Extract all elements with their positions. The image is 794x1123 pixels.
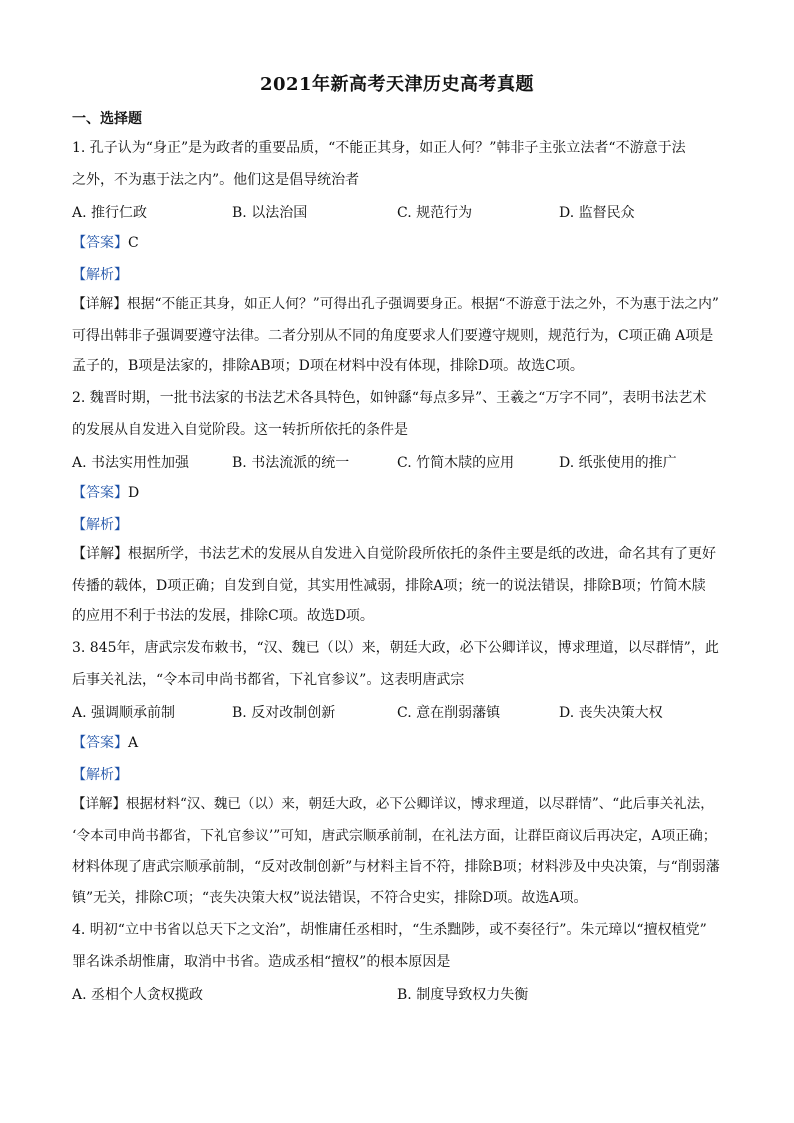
q1-option-b: B. 以法治国 — [232, 205, 308, 221]
q1-detail-line-2: 可得出韩非子强调要遵守法律。二者分别从不同的角度要求人们要遵守规则，规范行为，C项正确 A项是 — [72, 328, 714, 344]
q1-option-c: C. 规范行为 — [397, 205, 473, 221]
q2-options — [72, 452, 722, 472]
q2-detail-line-1: 【详解】根据所学，书法艺术的发展从自发进入自觉阶段所依托的条件主要是纸的改进，命名其有了更好 — [72, 546, 716, 562]
q3-option-a: A. 强调顺承前制 — [72, 705, 176, 721]
q3-detail-line-3: 材料体现了唐武宗顺承前制，“反对改制创新”与材料主旨不符，排除B项；材料涉及中央决策，与“削弱藩 — [72, 859, 720, 875]
q2-answer-tag: 【答案】 — [72, 485, 128, 501]
q1-answer-tag: 【答案】 — [72, 235, 128, 251]
q2-stem-line-1: 2. 魏晋时期，一批书法家的书法艺术各具特色，如钟繇“每点多异”、王羲之“万字不同”，表明书法艺术 — [72, 390, 707, 406]
q3-stem-line-2: 后事关礼法，“令本司申尚书都省，下礼官参议”。这表明唐武宗 — [72, 672, 465, 688]
q1-answer — [72, 232, 139, 252]
q3-detail-line-4: 镇”无关，排除C项；“丧失决策大权”说法错误，不符合史实，排除D项。故选A项。 — [72, 890, 588, 906]
q2-option-a: A. 书法实用性加强 — [72, 455, 190, 471]
q2-answer — [72, 482, 139, 502]
q3-answer-value: A — [128, 735, 139, 751]
q1-detail-line-3: 孟子的，B项是法家的，排除AB项；D项在材料中没有体现，排除D项。故选C项。 — [72, 358, 584, 374]
q1-answer-value: C — [128, 235, 139, 251]
q4-stem-line-2: 罪名诛杀胡惟庸，取消中书省。造成丞相“擅权”的根本原因是 — [72, 954, 451, 970]
q3-answer — [72, 732, 138, 752]
q2-option-d: D. 纸张使用的推广 — [559, 455, 677, 471]
q1-option-a: A. 推行仁政 — [72, 205, 148, 221]
q2-option-b: B. 书法流派的统一 — [232, 455, 350, 471]
q2-stem-line-2: 的发展从自发进入自觉阶段。这一转折所依托的条件是 — [72, 422, 408, 438]
q1-stem-line-1: 1. 孔子认为“身正”是为政者的重要品质，“不能正其身，如正人何？”韩非子主张立法者“不游意于法 — [72, 140, 686, 156]
q3-stem-line-1: 3. 845年，唐武宗发布敕书，“汉、魏已（以）来，朝廷大政，必下公卿详议，博求理道，以尽群情”，此 — [72, 640, 719, 656]
q3-options — [72, 702, 722, 722]
q2-answer-value: D — [128, 485, 140, 501]
q4-option-b: B. 制度导致权力失衡 — [397, 987, 529, 1003]
q3-option-d: D. 丧失决策大权 — [559, 705, 663, 721]
q3-analysis-tag: 【解析】 — [72, 767, 128, 783]
q1-stem-line-2: 之外，不为惠于法之内”。他们这是倡导统治者 — [72, 172, 360, 188]
q3-detail-line-1: 【详解】根据材料“汉、魏已（以）来，朝廷大政，必下公卿详议，博求理道，以尽群情”、“此后事关礼法， — [72, 796, 714, 812]
q1-detail-line-1: 【详解】根据“不能正其身，如正人何？”可得出孔子强调要身正。根据“不游意于法之外，不为惠于法之内” — [72, 296, 719, 312]
q2-option-c: C. 竹简木牍的应用 — [397, 455, 515, 471]
q4-option-a: A. 丞相个人贪权揽政 — [72, 987, 204, 1003]
q2-analysis-tag: 【解析】 — [72, 517, 128, 533]
q3-detail-line-2: ‘令本司申尚书都省，下礼官参议’”可知，唐武宗顺承前制，在礼法方面，让群臣商议后再决定，A项正确； — [72, 828, 717, 844]
q1-options — [72, 202, 722, 222]
q3-answer-tag: 【答案】 — [72, 735, 128, 751]
q1-analysis-tag: 【解析】 — [72, 267, 128, 283]
q2-detail-line-2: 传播的载体，D项正确；自发到自觉，其实用性减弱，排除A项；统一的说法错误，排除B项；竹简木牍 — [72, 578, 706, 594]
page-title: 2021年新高考天津历史高考真题 — [259, 74, 535, 95]
q2-detail-line-3: 的应用不利于书法的发展，排除C项。故选D项。 — [72, 608, 374, 624]
q3-option-b: B. 反对改制创新 — [232, 705, 336, 721]
q4-stem-line-1: 4. 明初“立中书省以总天下之文治”，胡惟庸任丞相时，“生杀黜陟，或不奏径行”。朱元璋以“擅权植党” — [72, 922, 707, 938]
q3-option-c: C. 意在削弱藩镇 — [397, 705, 501, 721]
q4-options — [72, 984, 722, 1004]
q1-option-d: D. 监督民众 — [559, 205, 635, 221]
section-heading: 一、选择题 — [72, 111, 142, 127]
